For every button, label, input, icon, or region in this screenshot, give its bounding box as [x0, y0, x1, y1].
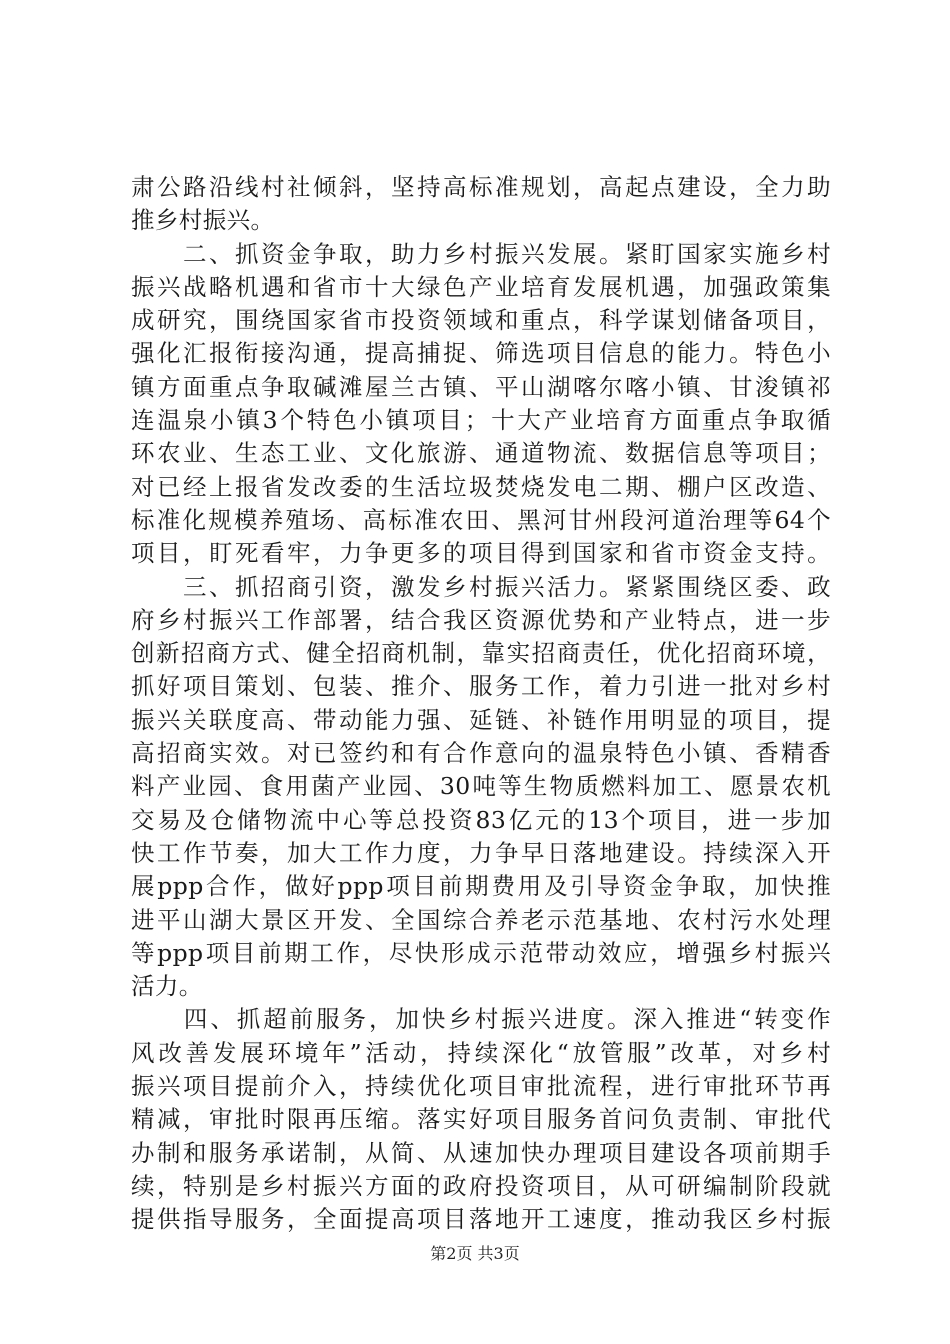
text-line: 标准化规模养殖场、高标准农田、黑河甘州段河道治理等64个: [131, 505, 831, 534]
text-line: 振兴战略机遇和省市十大绿色产业培育发展机遇，加强政策集: [131, 272, 831, 301]
page-number-footer: 第2页 共3页: [430, 1244, 520, 1263]
text-line: 提供指导服务，全面提高项目落地开工速度，推动我区乡村振: [131, 1205, 831, 1234]
text-line: 二、抓资金争取，助力乡村振兴发展。紧盯国家实施乡村: [131, 239, 831, 268]
text-line: 活力。: [131, 972, 203, 1001]
text-line: 交易及仓储物流中心等总投资83亿元的13个项目，进一步加: [131, 805, 831, 834]
text-line: 镇方面重点争取碱滩屋兰古镇、平山湖喀尔喀小镇、甘浚镇祁: [131, 372, 831, 401]
text-line: 料产业园、食用菌产业园、30吨等生物质燃料加工、愿景农机: [131, 772, 831, 801]
text-line: 精减，审批时限再压缩。落实好项目服务首问负责制、审批代: [131, 1105, 831, 1134]
text-line: 快工作节奏，加大工作力度，力争早日落地建设。持续深入开: [131, 838, 831, 867]
text-line: 四、抓超前服务，加快乡村振兴进度。深入推进“转变作: [131, 1005, 831, 1034]
document-body: [131, 171, 831, 1237]
text-line: 振兴项目提前介入，持续优化项目审批流程，进行审批环节再: [131, 1072, 831, 1101]
text-line: 环农业、生态工业、文化旅游、通道物流、数据信息等项目；: [131, 439, 831, 468]
text-line: 推乡村振兴。: [131, 206, 275, 235]
text-line: 振兴关联度高、带动能力强、延链、补链作用明显的项目，提: [131, 705, 831, 734]
text-line: 强化汇报衔接沟通，提高捕捉、筛选项目信息的能力。特色小: [131, 339, 831, 368]
text-line: 办制和服务承诺制，从简、从速加快办理项目建设各项前期手: [131, 1138, 831, 1167]
text-line: 三、抓招商引资，激发乡村振兴活力。紧紧围绕区委、政: [131, 572, 831, 601]
text-line: 续，特别是乡村振兴方面的政府投资项目，从可研编制阶段就: [131, 1171, 831, 1200]
text-line: 对已经上报省发改委的生活垃圾焚烧发电二期、棚户区改造、: [131, 472, 831, 501]
text-line: 抓好项目策划、包装、推介、服务工作，着力引进一批对乡村: [131, 672, 831, 701]
text-line: 项目，盯死看牢，力争更多的项目得到国家和省市资金支持。: [131, 539, 831, 568]
text-line: 进平山湖大景区开发、全国综合养老示范基地、农村污水处理: [131, 905, 831, 934]
text-line: 府乡村振兴工作部署，结合我区资源优势和产业特点，进一步: [131, 605, 831, 634]
text-line: 创新招商方式、健全招商机制，靠实招商责任，优化招商环境，: [131, 639, 831, 668]
text-line: 连温泉小镇3个特色小镇项目；十大产业培育方面重点争取循: [131, 406, 831, 435]
text-line: 成研究，围绕国家省市投资领域和重点，科学谋划储备项目，: [131, 306, 831, 335]
text-line: 展ppp合作，做好ppp项目前期费用及引导资金争取，加快推: [131, 872, 831, 901]
text-line: 高招商实效。对已签约和有合作意向的温泉特色小镇、香精香: [131, 739, 831, 768]
text-line: 风改善发展环境年”活动，持续深化“放管服”改革，对乡村: [131, 1038, 831, 1067]
text-line: 等ppp项目前期工作，尽快形成示范带动效应，增强乡村振兴: [131, 938, 831, 967]
text-line: 肃公路沿线村社倾斜，坚持高标准规划，高起点建设，全力助: [131, 173, 831, 201]
